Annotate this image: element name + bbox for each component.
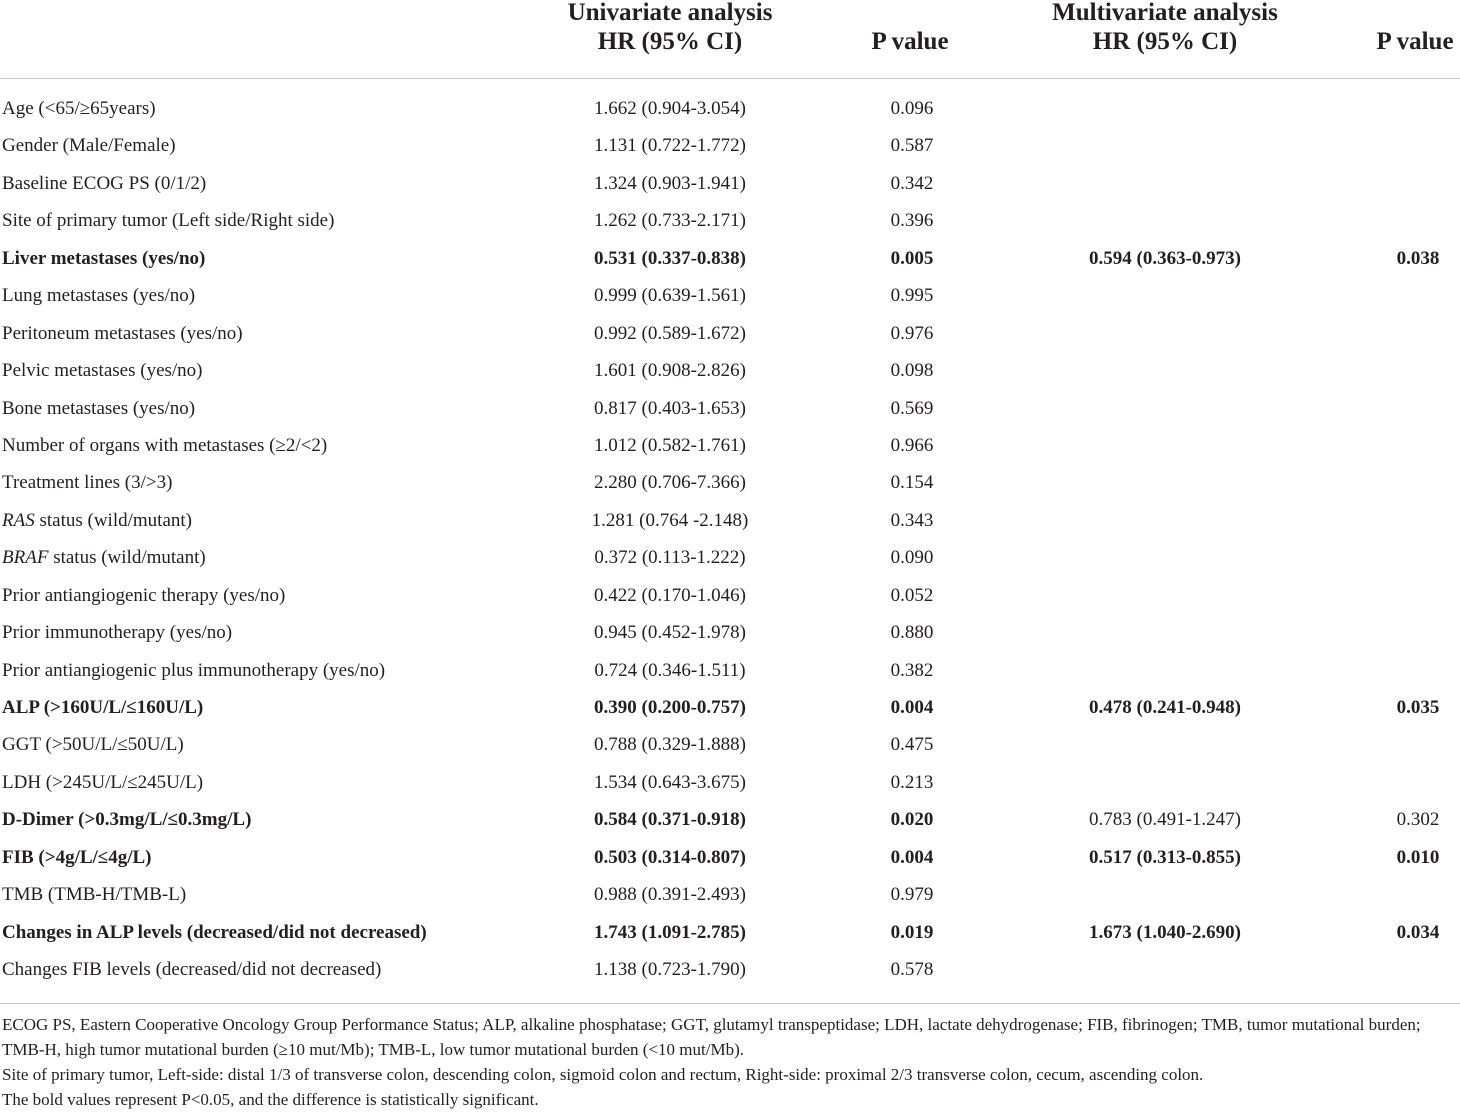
row-variable: Prior antiangiogenic therapy (yes/no) bbox=[2, 584, 286, 606]
univariate-p-value: 0.396 bbox=[890, 210, 934, 232]
univariate-hr: 0.531 (0.337-0.838) bbox=[594, 247, 746, 269]
univariate-p-value: 0.578 bbox=[890, 959, 934, 981]
multivariate-p-header: P value bbox=[1376, 28, 1454, 55]
table-footnotes bbox=[0, 1003, 1460, 1112]
table-row bbox=[0, 764, 1460, 801]
univariate-hr: 1.662 (0.904-3.054) bbox=[594, 98, 746, 119]
univariate-hr: 0.372 (0.113-1.222) bbox=[594, 547, 746, 569]
row-variable: ALP (>160U/L/≤160U/L) bbox=[2, 697, 204, 718]
univariate-hr-header: HR (95% CI) bbox=[597, 28, 743, 55]
univariate-hr: 1.131 (0.722-1.772) bbox=[594, 135, 746, 157]
univariate-hr: 1.743 (1.091-2.785) bbox=[594, 921, 746, 943]
univariate-p-value: 0.343 bbox=[890, 509, 934, 531]
row-variable: GGT (>50U/L/≤50U/L) bbox=[2, 734, 184, 756]
univariate-p-value: 0.966 bbox=[890, 434, 934, 456]
univariate-hr: 0.788 (0.329-1.888) bbox=[594, 734, 746, 756]
univariate-p-value: 0.382 bbox=[890, 659, 934, 681]
table-row bbox=[0, 202, 1460, 239]
univariate-hr: 2.280 (0.706-7.366) bbox=[594, 472, 746, 494]
univariate-hr: 1.324 (0.903-1.941) bbox=[594, 172, 746, 194]
table-row bbox=[0, 502, 1460, 539]
univariate-hr: 0.584 (0.371-0.918) bbox=[594, 809, 746, 831]
row-variable bbox=[2, 502, 192, 539]
row-variable: Site of primary tumor (Left side/Right side) bbox=[2, 210, 335, 232]
table-row bbox=[0, 352, 1460, 389]
multivariate-p-value: 0.038 bbox=[1396, 247, 1440, 269]
row-variable: Peritoneum metastases (yes/no) bbox=[2, 322, 243, 344]
univariate-hr: 1.601 (0.908-2.826) bbox=[594, 360, 746, 382]
univariate-p-value: 0.995 bbox=[890, 285, 934, 307]
multivariate-hr: 0.783 (0.491-1.247) bbox=[1089, 809, 1241, 831]
table-row bbox=[0, 614, 1460, 651]
row-variable bbox=[2, 539, 206, 576]
multivariate-hr: 1.673 (1.040-2.690) bbox=[1089, 921, 1241, 943]
table-row bbox=[0, 652, 1460, 689]
table-row bbox=[0, 539, 1460, 576]
univariate-hr: 0.724 (0.346-1.511) bbox=[594, 659, 746, 681]
multivariate-hr: 0.594 (0.363-0.973) bbox=[1089, 247, 1241, 269]
univariate-hr: 0.817 (0.403-1.653) bbox=[594, 397, 746, 419]
row-variable: Number of organs with metastases (≥2/<2) bbox=[2, 434, 328, 456]
footnote-abbreviations: ECOG PS, Eastern Cooperative Oncology Group Performance Status; ALP, alkaline phosphatase; GGT, glutamyl transpeptidase; LDH, lactate dehydrogenase; FIB, fibrinogen; TMB, tumor mutational burden; TMB-H, high tumor mutational burden (≥10 mut/Mb); TMB-L, low tumor mutational burden (<10 mut/Mb). bbox=[2, 1015, 1421, 1059]
multivariate-p-value: 0.302 bbox=[1396, 809, 1440, 831]
univariate-p-value: 0.096 bbox=[890, 98, 934, 119]
row-variable: Bone metastases (yes/no) bbox=[2, 397, 196, 419]
univariate-p-value: 0.587 bbox=[890, 135, 934, 157]
univariate-p-value: 0.475 bbox=[890, 734, 934, 756]
table-row bbox=[0, 914, 1460, 951]
table-header bbox=[0, 0, 1460, 79]
table-row bbox=[0, 90, 1460, 127]
univariate-header bbox=[520, 0, 820, 56]
univariate-hr: 0.422 (0.170-1.046) bbox=[594, 584, 746, 606]
univariate-hr: 0.988 (0.391-2.493) bbox=[594, 884, 746, 906]
univariate-p-value: 0.213 bbox=[890, 771, 934, 793]
univariate-p-value: 0.880 bbox=[890, 622, 934, 644]
univariate-title: Univariate analysis bbox=[567, 0, 773, 26]
univariate-p-value: 0.090 bbox=[890, 547, 934, 569]
univariate-hr: 1.281 (0.764 -2.148) bbox=[591, 509, 749, 531]
row-variable: Prior antiangiogenic plus immunotherapy (yes/no) bbox=[2, 659, 386, 681]
table-row bbox=[0, 951, 1460, 988]
row-variable: Lung metastases (yes/no) bbox=[2, 285, 196, 307]
univariate-p-value: 0.020 bbox=[890, 809, 934, 831]
table-row bbox=[0, 315, 1460, 352]
row-variable: Baseline ECOG PS (0/1/2) bbox=[2, 172, 207, 194]
univariate-hr: 1.012 (0.582-1.761) bbox=[594, 434, 746, 456]
table-row bbox=[0, 427, 1460, 464]
row-variable: TMB (TMB-H/TMB-L) bbox=[2, 884, 187, 906]
row-variable: Gender (Male/Female) bbox=[2, 135, 176, 157]
table-row bbox=[0, 277, 1460, 314]
row-variable: Prior immunotherapy (yes/no) bbox=[2, 622, 233, 644]
table-row bbox=[0, 801, 1460, 838]
univariate-p-header: P value bbox=[871, 28, 949, 55]
row-variable: D-Dimer (>0.3mg/L/≤0.3mg/L) bbox=[2, 809, 252, 831]
univariate-hr: 1.534 (0.643-3.675) bbox=[594, 771, 746, 793]
univariate-p-value: 0.004 bbox=[890, 846, 934, 868]
univariate-p-value: 0.154 bbox=[890, 472, 934, 494]
table-row bbox=[0, 689, 1460, 726]
table-row bbox=[0, 839, 1460, 876]
footnote-tumor-site: Site of primary tumor, Left-side: distal 1/3 of transverse colon, descending colon, sigmoid colon and rectum, Right-side: proximal 2/3 transverse colon, cecum, ascending colon. bbox=[2, 1065, 1204, 1084]
variable-label: status (wild/mutant) bbox=[34, 509, 192, 531]
table-row bbox=[0, 577, 1460, 614]
multivariate-hr-header: HR (95% CI) bbox=[1092, 28, 1238, 55]
row-variable: Age (<65/≥65years) bbox=[2, 98, 156, 119]
table-row bbox=[0, 876, 1460, 913]
variable-label: status (wild/mutant) bbox=[48, 547, 206, 569]
gene-name: BRAF bbox=[2, 547, 49, 569]
multivariate-header bbox=[1015, 0, 1315, 56]
multivariate-p-value: 0.035 bbox=[1396, 697, 1440, 718]
univariate-hr: 1.262 (0.733-2.171) bbox=[594, 210, 746, 232]
univariate-p-value: 0.052 bbox=[890, 584, 934, 606]
univariate-p-value: 0.976 bbox=[890, 322, 934, 344]
table-row bbox=[0, 390, 1460, 427]
row-variable: Changes FIB levels (decreased/did not decreased) bbox=[2, 959, 382, 981]
table-row bbox=[0, 464, 1460, 501]
univariate-p-value: 0.979 bbox=[890, 884, 934, 906]
multivariate-title: Multivariate analysis bbox=[1052, 0, 1278, 26]
univariate-hr: 0.390 (0.200-0.757) bbox=[594, 697, 746, 718]
table-row bbox=[0, 127, 1460, 164]
multivariate-p-value: 0.034 bbox=[1396, 921, 1440, 943]
table-row bbox=[0, 165, 1460, 202]
table-row bbox=[0, 726, 1460, 763]
univariate-hr: 0.992 (0.589-1.672) bbox=[594, 322, 746, 344]
univariate-p-value: 0.569 bbox=[890, 397, 934, 419]
univariate-p-value: 0.342 bbox=[890, 172, 934, 194]
row-variable: Pelvic metastases (yes/no) bbox=[2, 360, 203, 382]
univariate-hr: 0.945 (0.452-1.978) bbox=[594, 622, 746, 644]
univariate-hr: 0.999 (0.639-1.561) bbox=[594, 285, 746, 307]
row-variable: Changes in ALP levels (decreased/did not decreased) bbox=[2, 921, 427, 943]
multivariate-hr: 0.478 (0.241-0.948) bbox=[1089, 697, 1241, 718]
multivariate-p-value: 0.010 bbox=[1396, 846, 1440, 868]
gene-name: RAS bbox=[2, 509, 35, 531]
row-variable: FIB (>4g/L/≤4g/L) bbox=[2, 846, 152, 868]
table-body bbox=[0, 90, 1460, 989]
table-row bbox=[0, 240, 1460, 277]
univariate-p-value: 0.004 bbox=[890, 697, 934, 718]
univariate-p-value: 0.098 bbox=[890, 360, 934, 382]
row-variable: LDH (>245U/L/≤245U/L) bbox=[2, 771, 204, 793]
univariate-p-value: 0.019 bbox=[890, 921, 934, 943]
footnote-bold-values: The bold values represent P<0.05, and the difference is statistically significant. bbox=[2, 1090, 539, 1109]
multivariate-hr: 0.517 (0.313-0.855) bbox=[1089, 846, 1241, 868]
univariate-p-value: 0.005 bbox=[890, 247, 934, 269]
row-variable: Liver metastases (yes/no) bbox=[2, 247, 206, 269]
univariate-hr: 1.138 (0.723-1.790) bbox=[594, 959, 746, 981]
row-variable: Treatment lines (3/>3) bbox=[2, 472, 173, 494]
univariate-hr: 0.503 (0.314-0.807) bbox=[594, 846, 746, 868]
